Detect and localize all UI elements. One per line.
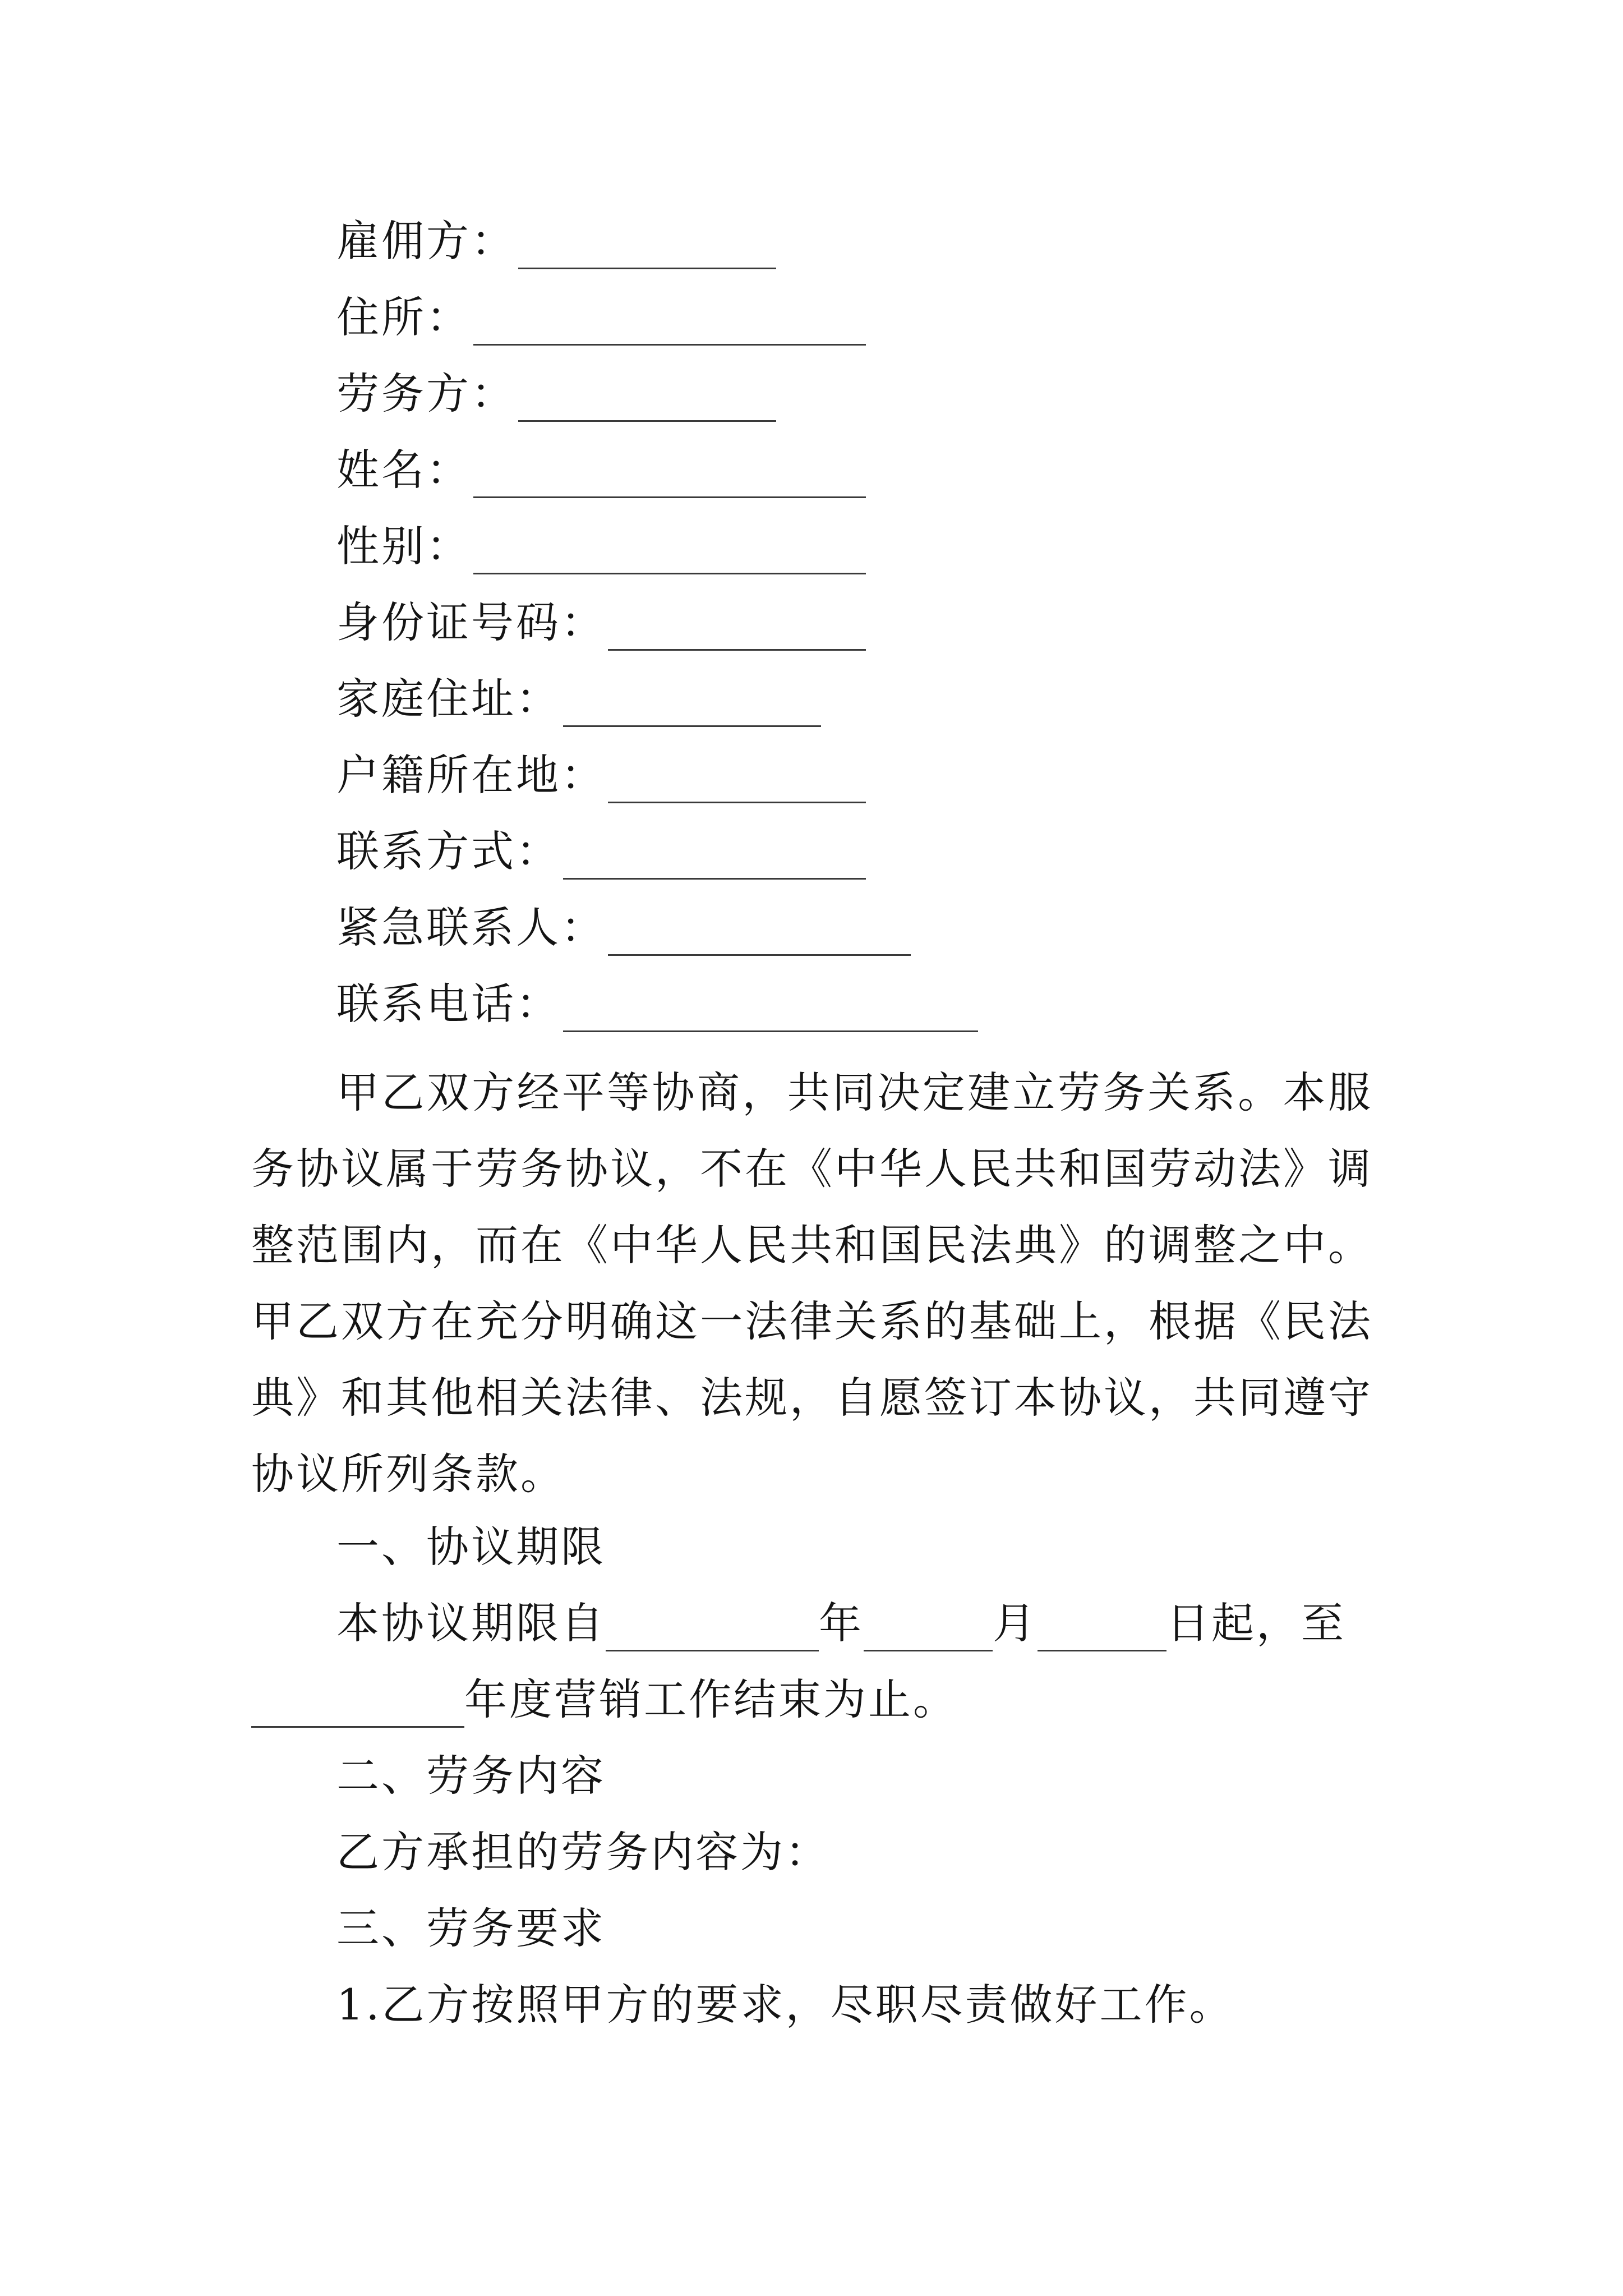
section-heading-content: 二、劳务内容	[336, 1751, 606, 1801]
field-household-registration	[336, 747, 866, 803]
day-label: 日起，至	[1166, 1598, 1346, 1648]
field-label: 联系方式：	[336, 826, 561, 876]
field-contact-method	[336, 823, 866, 880]
field-employer	[336, 213, 776, 269]
fill-blank[interactable]	[473, 457, 866, 498]
fill-blank[interactable]	[563, 686, 821, 727]
fill-blank[interactable]	[563, 839, 866, 880]
fill-blank[interactable]	[608, 610, 866, 651]
term-end-line	[251, 1672, 958, 1728]
field-name	[336, 442, 866, 498]
field-service-provider	[336, 366, 776, 422]
field-emergency-contact	[336, 900, 911, 956]
field-gender	[336, 518, 866, 574]
end-year-blank[interactable]	[251, 1687, 464, 1728]
field-label: 紧急联系人：	[336, 903, 606, 953]
fill-blank[interactable]	[473, 533, 866, 574]
field-home-address	[336, 671, 821, 727]
field-label: 住所：	[336, 292, 471, 342]
field-label: 家庭住址：	[336, 674, 561, 724]
fill-blank[interactable]	[563, 991, 978, 1032]
fill-blank[interactable]	[518, 228, 776, 269]
day-blank[interactable]	[1038, 1611, 1166, 1651]
fill-blank[interactable]	[518, 381, 776, 422]
fill-blank[interactable]	[608, 915, 911, 956]
year-blank[interactable]	[606, 1611, 819, 1651]
field-contact-phone	[336, 976, 978, 1032]
field-label: 雇佣方：	[336, 216, 516, 266]
requirement-item-1: 1.乙方按照甲方的要求，尽职尽责做好工作。	[336, 1980, 1234, 2030]
year-label: 年	[819, 1598, 864, 1648]
fill-blank[interactable]	[473, 305, 866, 346]
intro-paragraph-block	[251, 1055, 1373, 1512]
term-suffix: 年度营销工作结束为止。	[464, 1674, 958, 1724]
month-blank[interactable]	[864, 1611, 993, 1651]
service-content-label: 乙方承担的劳务内容为：	[336, 1827, 830, 1877]
fill-blank[interactable]	[608, 762, 866, 803]
term-line	[336, 1595, 1346, 1651]
intro-paragraph: 甲乙双方经平等协商，共同决定建立劳务关系。本服务协议属于劳务协议，不在《中华人民共和国劳动法》调整范围内，而在《中华人民共和国民法典》的调整之中。甲乙双方在充分明确这一法律关系的基础上，根据《民法典》和其他相关法律、法规，自愿签订本协议，共同遵守协议所列条款。	[251, 1068, 1373, 1499]
field-label: 户籍所在地：	[336, 750, 606, 800]
field-address	[336, 289, 866, 346]
section-heading-term: 一、协议期限	[336, 1522, 606, 1572]
field-label: 劳务方：	[336, 369, 516, 418]
field-label: 性别：	[336, 521, 471, 571]
field-label: 姓名：	[336, 445, 471, 495]
field-id-number	[336, 595, 866, 651]
term-prefix: 本协议期限自	[336, 1598, 606, 1648]
field-label: 联系电话：	[336, 979, 561, 1029]
section-heading-requirements: 三、劳务要求	[336, 1903, 606, 1953]
month-label: 月	[993, 1598, 1038, 1648]
field-label: 身份证号码：	[336, 597, 606, 647]
